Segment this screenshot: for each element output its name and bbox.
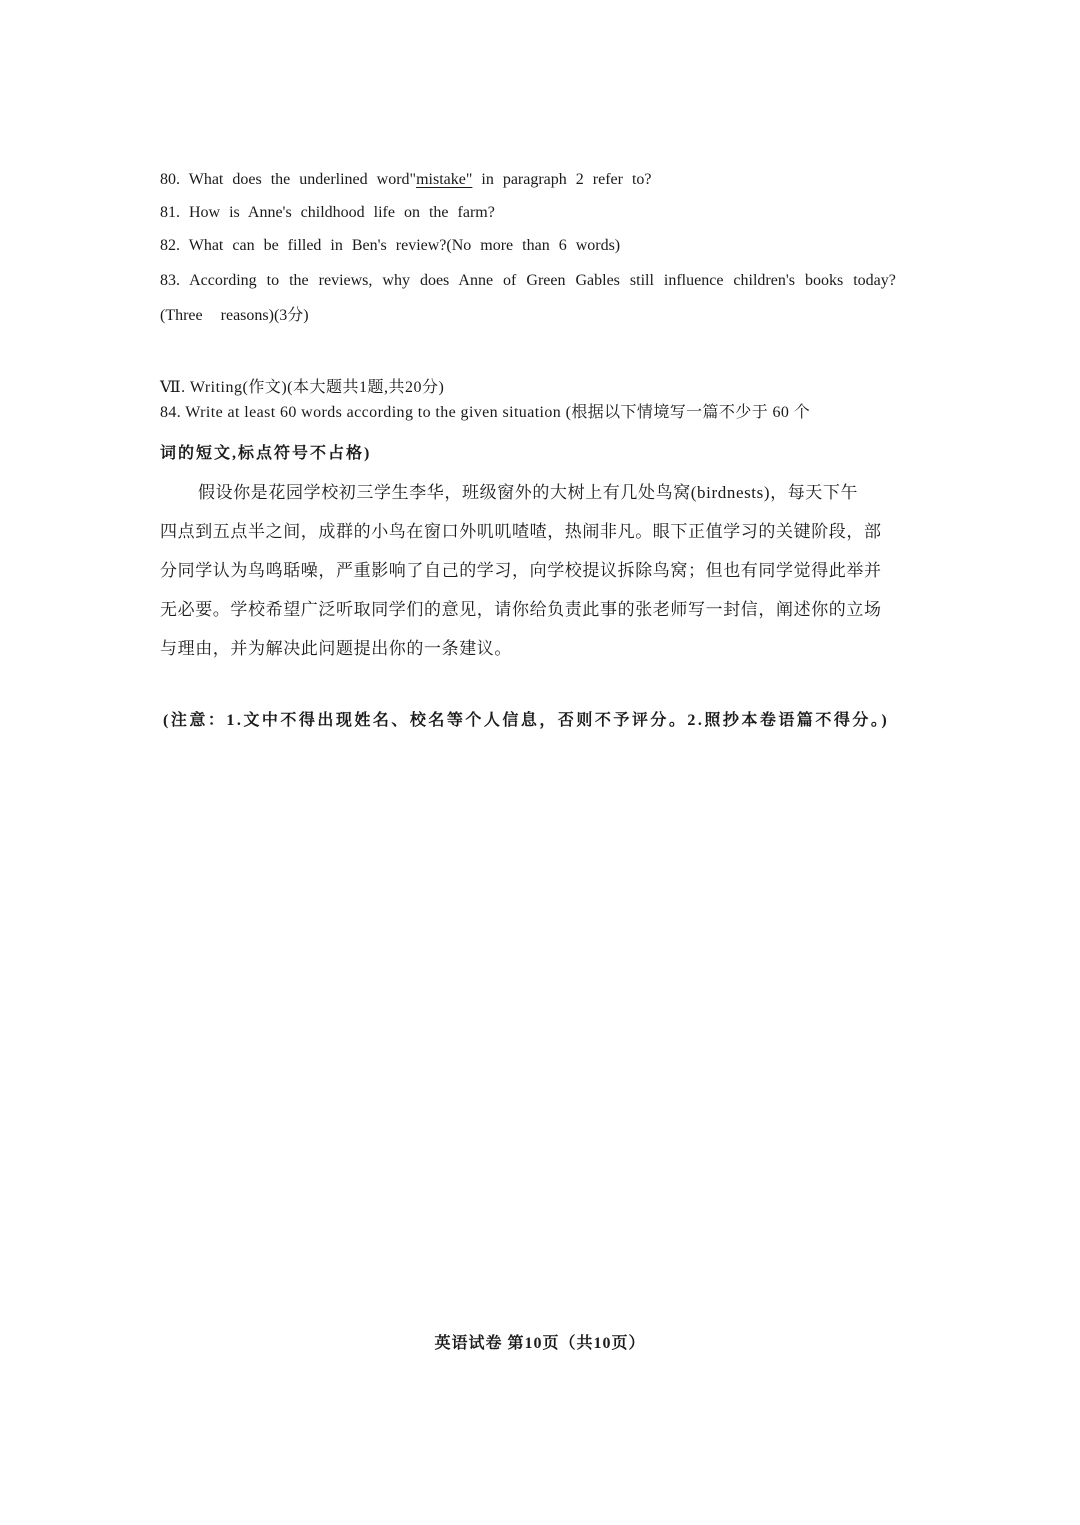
question-80 bbox=[160, 169, 920, 191]
question-80-text-end: in paragraph 2 refer to? bbox=[472, 171, 652, 188]
writing-note: (注意：1.文中不得出现姓名、校名等个人信息，否则不予评分。2.照抄本卷语篇不得分。) bbox=[163, 712, 890, 729]
prompt-line-5: 与理由，并为解决此问题提出你的一条建议。 bbox=[160, 639, 512, 658]
prompt-line-1: 假设你是花园学校初三学生李华，班级窗外的大树上有几处鸟窝(birdnests)，每天下午 bbox=[198, 483, 859, 502]
underlined-word-mistake: mistake" bbox=[416, 171, 473, 188]
writing-task-line-1: 84. Write at least 60 words according to the given situation (根据以下情境写一篇不少于 60 个 bbox=[160, 404, 811, 421]
prompt-line-2: 四点到五点半之间，成群的小鸟在窗口外叽叽喳喳，热闹非凡。眼下正值学习的关键阶段，部 bbox=[160, 522, 882, 541]
writing-section-heading: Ⅶ. Writing(作文)(本大题共1题,共20分) bbox=[160, 379, 445, 396]
page-footer: 英语试卷 第10页（共10页） bbox=[434, 1335, 646, 1352]
question-80-text-start: 80. What does the underlined word" bbox=[160, 171, 417, 188]
question-82: 82. What can be filled in Ben's review?(No more than 6 words) bbox=[160, 237, 621, 254]
question-81: 81. How is Anne's childhood life on the farm? bbox=[160, 204, 495, 221]
prompt-line-4: 无必要。学校希望广泛听取同学们的意见，请你给负责此事的张老师写一封信，阐述你的立场 bbox=[160, 600, 882, 619]
question-83-line-2: (Three reasons)(3分) bbox=[160, 307, 309, 324]
question-83-line-1: 83. According to the reviews, why does Anne of Green Gables still influence children's books today? bbox=[160, 272, 896, 289]
prompt-line-3: 分同学认为鸟鸣聒噪，严重影响了自己的学习，向学校提议拆除鸟窝；但也有同学觉得此举并 bbox=[160, 561, 882, 580]
writing-task-line-2: 词的短文,标点符号不占格) bbox=[160, 445, 372, 462]
